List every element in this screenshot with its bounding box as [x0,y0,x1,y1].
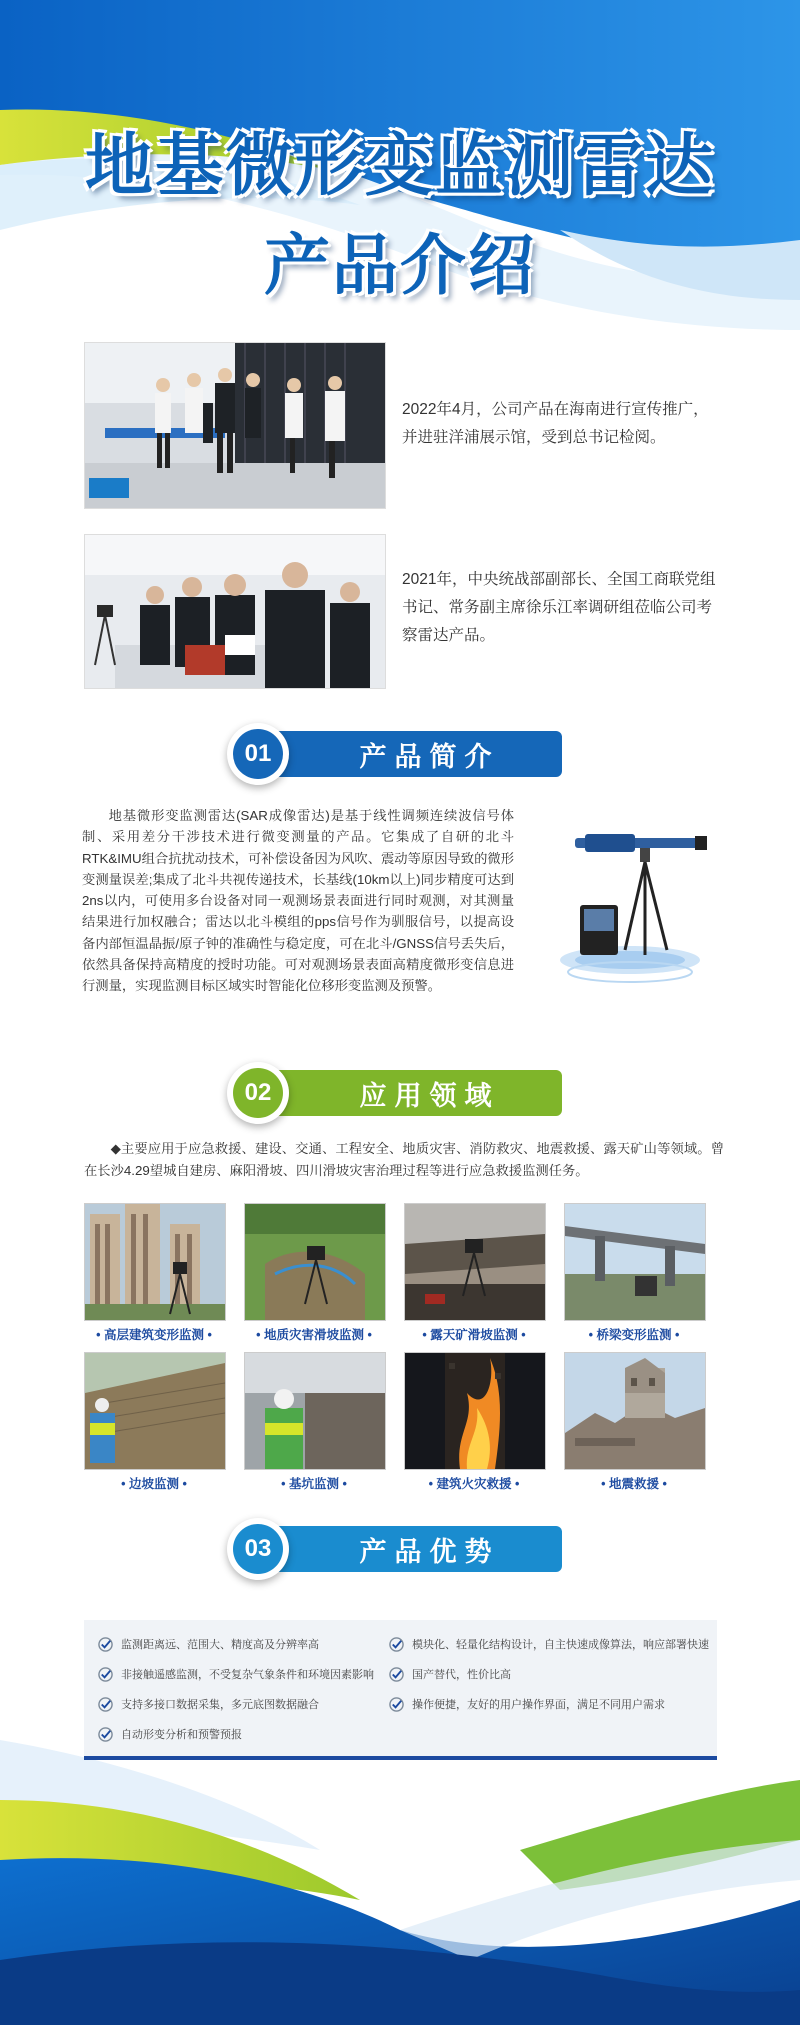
section-title-intro: 产品简介 [257,731,562,777]
check-icon [98,1637,113,1652]
check-icon [389,1697,404,1712]
application-tile [244,1203,384,1343]
section-badge-intro [227,723,289,785]
scene-earthquake-image [564,1352,706,1470]
application-text: ◆主要应用于应急救援、建设、交通、工程安全、地质灾害、消防救灾、地震救援、露天矿山等领域。曾在长沙4.29望城自建房、麻阳滑坡、四川滑坡灾害治理过程等进行应急救援监测任务。 [84,1141,724,1178]
check-icon [389,1667,404,1682]
scene-buildings-image [84,1203,226,1321]
application-tile [84,1352,224,1492]
section-number-application: 02 [233,1068,283,1118]
advantage-item [389,1696,665,1712]
advantage-text: 国产替代，性价比高 [412,1669,511,1681]
advantage-item [98,1726,242,1742]
application-tile [404,1352,544,1492]
advantage-text: 模块化、轻量化结构设计，自主快速成像算法，响应部署快速 [412,1639,709,1651]
section-badge-application [227,1062,289,1124]
inspection-photo-2 [84,534,386,689]
inspection-photo-1 [84,342,386,509]
radar-device-image [545,820,715,990]
section-title-application: 应用领域 [257,1070,562,1116]
scene-slope-image [84,1352,226,1470]
scene-bridge-image [564,1203,706,1321]
application-tile [244,1352,384,1492]
advantage-text: 非接触遥感监测，不受复杂气象条件和环境因素影响 [121,1669,374,1681]
section-badge-advantages [227,1518,289,1580]
section-title-advantages: 产品优势 [257,1526,562,1572]
poster-title-line1: 地基微形变监测雷达 [84,128,715,204]
news-text-1: 2022年4月，公司产品在海南进行宣传推广，并进驻洋浦展示馆，受到总书记检阅。 [402,401,709,446]
news-text-2: 2021年，中央统战部副部长、全国工商联党组书记、常务副主席徐乐江率调研组莅临公司考察雷达产品。 [402,571,716,644]
section-header-advantages [227,1520,562,1574]
poster-title-line2: 产品介绍 [264,228,536,302]
tile-caption: • 边坡监测 • [121,1477,187,1491]
check-icon [389,1637,404,1652]
application-tile [404,1203,544,1343]
advantage-item [389,1666,511,1682]
scene-pit-image [244,1352,386,1470]
advantage-text: 支持多接口数据采集，多元底图数据融合 [121,1699,319,1711]
product-intro-text: 地基微形变监测雷达(SAR成像雷达)是基于线性调频连续波信号体制、采用差分干涉技术进行微变测量的产品。它集成了自研的北斗RTK&IMU组合抗扰动技术，可补偿设备因为风吹、震动等原因导致的微形变测量误差;集成了北斗共视传递技术，长基线(10km以上)同步精度可达到2ns以内，可使用多台设备对同一观测场景表面进行同时观测，对其测量结果进行加权融合；雷达以北斗模组的pps信号作为驯服信号，以提高设备内部恒温晶振/原子钟的准确性与稳定度，可在北斗/GNSS信号丢失后，依然具备保持高精度的授时功能。可对观测场景表面高精度微形变信息进行测量，实现监测目标区域实时智能化位移形变监测及预警。 [82,808,514,994]
tile-caption: • 建筑火灾救援 • [428,1477,520,1491]
scene-mine-image [404,1203,546,1321]
tile-caption: • 高层建筑变形监测 • [96,1328,212,1342]
tile-caption: • 地质灾害滑坡监测 • [256,1328,372,1342]
advantage-item [98,1696,319,1712]
tile-caption: • 露天矿滑坡监测 • [422,1328,526,1342]
section-number-advantages: 03 [233,1524,283,1574]
section-header-intro [227,725,562,779]
advantage-item [389,1636,709,1652]
scene-fire-image [404,1352,546,1470]
advantage-text: 自动形变分析和预警预报 [121,1729,242,1741]
tile-caption: • 基坑监测 • [281,1477,347,1491]
tile-caption: • 桥梁变形监测 • [588,1328,680,1342]
advantage-text: 监测距离远、范围大、精度高及分辨率高 [121,1639,319,1651]
tile-caption: • 地震救援 • [601,1477,667,1491]
application-tile [84,1203,224,1343]
check-icon [98,1727,113,1742]
application-tile [564,1352,704,1492]
advantage-item [98,1666,374,1682]
advantage-text: 操作便捷，友好的用户操作界面，满足不同用户需求 [412,1699,665,1711]
advantage-item [98,1636,319,1652]
scene-landslide-image [244,1203,386,1321]
check-icon [98,1667,113,1682]
section-number-intro: 01 [233,729,283,779]
section-header-application [227,1064,562,1118]
advantages-box [84,1620,717,1760]
application-tile [564,1203,704,1343]
check-icon [98,1697,113,1712]
